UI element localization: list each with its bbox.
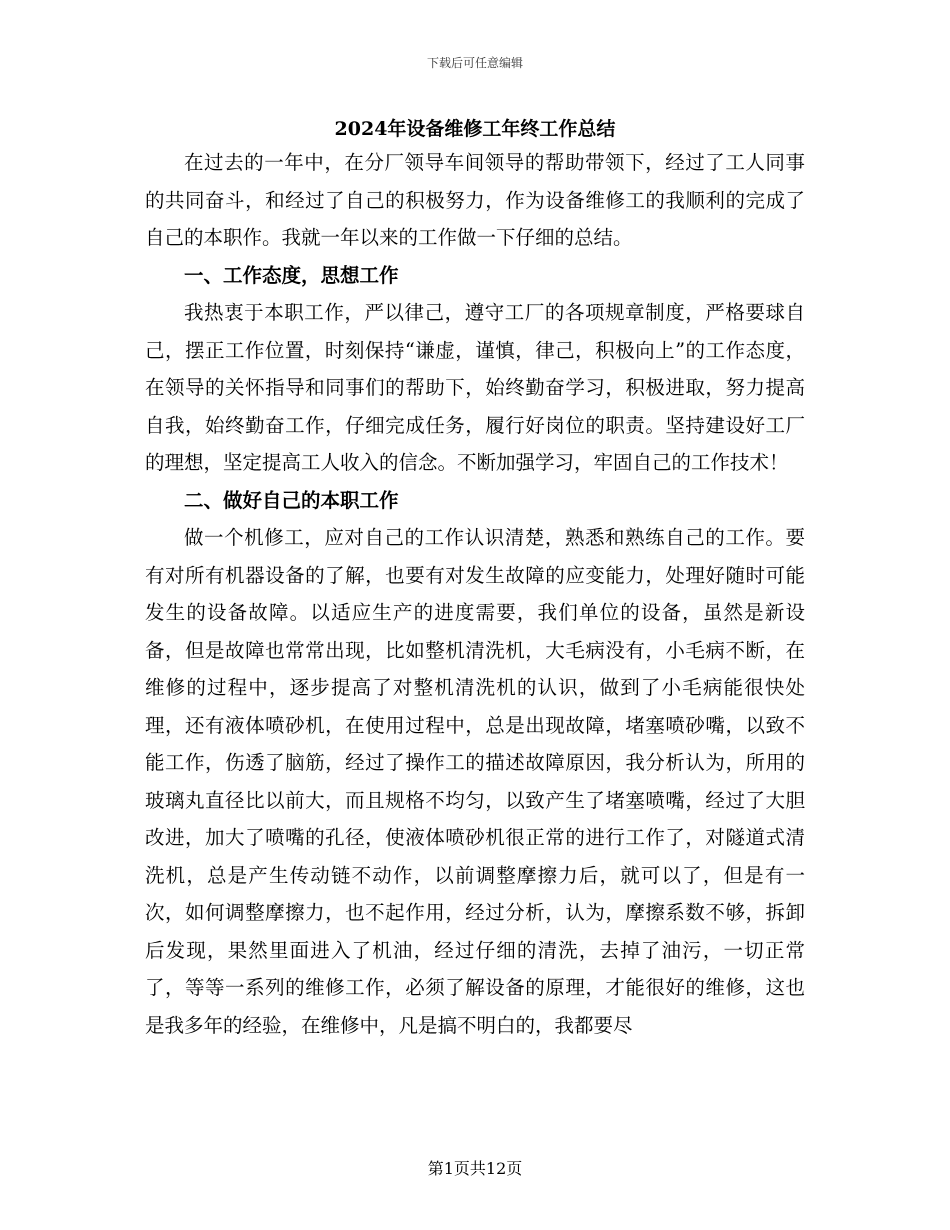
section-heading-work-attitude: 一、工作态度，思想工作 <box>184 263 399 287</box>
page-number-footer: 第1页共12页 <box>427 1159 523 1178</box>
duties-paragraph: 做一个机修工，应对自己的工作认识清楚，熟悉和熟练自己的工作。要有对所有机器设备的了解，也要有对发生故障的应变能力，处理好随时可能发生的设备故障。以适应生产的进度需要，我们单位的设备，虽然是新设备，但是故障也常常出现，比如整机清洗机，大毛病没有，小毛病不断，在维修的过程中，逐步提高了对整机清洗机的认识，做到了小毛病能很快处理，还有液体喷砂机，在使用过程中，总是出现故障，堵塞喷砂嘴，以致不能工作，伤透了脑筋，经过了操作工的描述故障原因，我分析认为，所用的玻璃丸直径比以前大，而且规格不均匀，以致产生了堵塞喷嘴，经过了大胆改进，加大了喷嘴的孔径，使液体喷砂机很正常的进行工作了，对隧道式清洗机，总是产生传动链不动作，以前调整摩擦力后，就可以了，但是有一次，如何调整摩擦力，也不起作用，经过分析，认为，摩擦系数不够，拆卸后发现，果然里面进入了机油，经过仔细的清洗，去掉了油污，一切正常了，等等一系列的维修工作，必须了解设备的原理，才能很好的维修，这也是我多年的经验，在维修中，凡是搞不明白的，我都要尽 <box>145 526 805 1037</box>
work-attitude-paragraph: 我热衷于本职工作，严以律己，遵守工厂的各项规章制度，严格要球自己，摆正工作位置，时刻保持“谦虚，谨慎，律己，积极向上”的工作态度，在领导的关怀指导和同事们的帮助下，始终勤奋学习，积极进取，努力提高自我，始终勤奋工作，仔细完成任务，履行好岗位的职责。坚持建设好工厂的理想，坚定提高工人收入的信念。不断加强学习，牢固自己的工作技术！ <box>145 301 805 474</box>
intro-paragraph: 在过去的一年中，在分厂领导车间领导的帮助带领下，经过了工人同事的共同奋斗，和经过了自己的积极努力，作为设备维修工的我顺利的完成了自己的本职作。我就一年以来的工作做一下仔细的总结。 <box>145 151 805 249</box>
section-heading-duties: 二、做好自己的本职工作 <box>184 488 399 512</box>
document-body <box>145 144 805 1044</box>
header-note: 下载后可任意编辑 <box>426 56 523 70</box>
document-title: 2024年设备维修工年终工作总结 <box>334 118 616 140</box>
